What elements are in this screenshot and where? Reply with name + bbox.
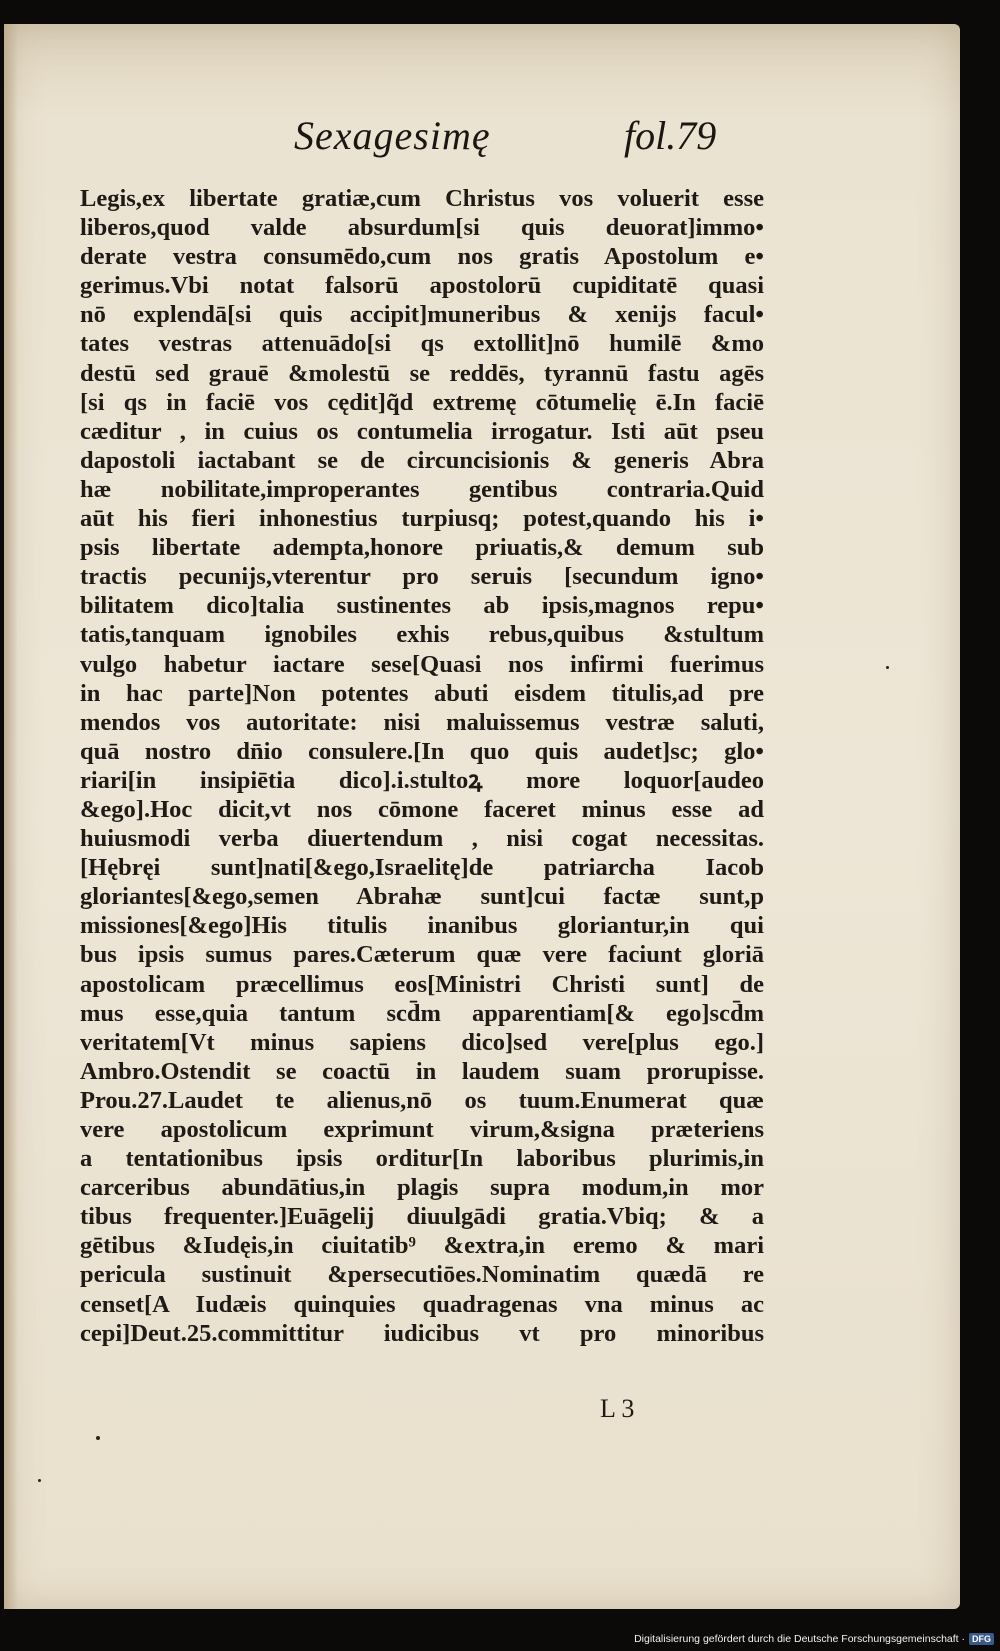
text-line: gētibus &Iudęis,in ciuitatib⁹ &extra,in eremo & mari xyxy=(80,1232,764,1260)
signature-mark: L 3 xyxy=(600,1394,635,1423)
text-line: Prou.27.Laudet te alienus,nō os tuum.Enumerat quæ xyxy=(80,1086,764,1114)
text-line: quā nostro dn̄io consulere.[In quo quis audet]sc; glo• xyxy=(80,737,764,765)
text-line: Ambro.Ostendit se coactū in laudem suam prorupisse. xyxy=(80,1057,764,1085)
text-line: derate vestra consumēdo,cum nos gratis Apostolum e• xyxy=(80,243,764,271)
text-line: [si qs in faciē vos cędit]q̃d extremę cōtumelię ē.In faciē xyxy=(80,388,764,416)
text-line: vulgo habetur iactare sese[Quasi nos infirmi fuerimus xyxy=(80,650,764,678)
text-block xyxy=(80,184,764,1348)
text-line: pericula sustinuit &persecutiōes.Nominatim quædā re xyxy=(80,1261,764,1289)
ink-speck xyxy=(38,1479,41,1482)
text-line: tibus frequenter.]Euāgelij diuulgādi gratia.Vbiq; & a xyxy=(80,1203,764,1231)
text-line: bus ipsis sumus pares.Cæterum quæ vere faciunt gloriā xyxy=(80,941,764,969)
folio-number: fol.79 xyxy=(624,113,717,158)
text-line: hæ nobilitate,improperantes gentibus contraria.Quid xyxy=(80,475,764,503)
text-line: &ego].Hoc dicit,vt nos cōmone faceret minus esse ad xyxy=(80,795,764,823)
text-line: censet[A Iudæis quinquies quadragenas vna minus ac xyxy=(80,1290,764,1318)
text-line: aūt his fieri inhonestius turpiusq; potest,quando his i• xyxy=(80,505,764,533)
text-line: dapostoli iactabant se de circuncisionis & generis Abra xyxy=(80,446,764,474)
dfg-logo: DFG xyxy=(969,1633,994,1645)
text-line: carceribus abundātius,in plagis supra modum,in mor xyxy=(80,1174,764,1202)
page-header xyxy=(4,112,960,172)
text-line: bilitatem dico]talia sustinentes ab ipsis,magnos repu• xyxy=(80,592,764,620)
text-line: tates vestras attenuādo[si qs extollit]nō humilē &mo xyxy=(80,330,764,358)
text-line: cepi]Deut.25.committitur iudicibus vt pro minoribus xyxy=(80,1319,764,1347)
text-line: missiones[&ego]His titulis inanibus gloriantur,in qui xyxy=(80,912,764,940)
text-line: in hac parte]Non potentes abuti eisdem titulis,ad pre xyxy=(80,679,764,707)
text-line: mendos vos autoritate: nisi maluissemus vestræ saluti, xyxy=(80,708,764,736)
text-line: destū sed grauē &molestū se reddēs, tyrannū fastu agēs xyxy=(80,359,764,387)
text-line: psis libertate adempta,honore priuatis,& demum sub xyxy=(80,534,764,562)
text-line: tatis,tanquam ignobiles exhis rebus,quibus &stultum xyxy=(80,621,764,649)
ink-speck xyxy=(96,1436,100,1440)
text-line: apostolicam præcellimus eos[Ministri Christi sunt] de xyxy=(80,970,764,998)
text-line: [Hębręi sunt]nati[&ego,Israelitę]de patriarcha Iacob xyxy=(80,854,764,882)
running-head: Sexagesimę xyxy=(294,113,491,158)
text-line: huiusmodi verba diuertendum , nisi cogat necessitas. xyxy=(80,825,764,853)
text-line: nō explendā[si quis accipit]muneribus & xenijs facul• xyxy=(80,301,764,329)
text-line: liberos,quod valde absurdum[si quis deuorat]immo• xyxy=(80,214,764,242)
text-line: tractis pecunijs,vterentur pro seruis [secundum igno• xyxy=(80,563,764,591)
text-line: vere apostolicum exprimunt virum,&signa præteriens xyxy=(80,1116,764,1143)
text-line: riari[in insipiētia dico].i.stultoꝝ more loquor[audeo xyxy=(80,766,764,794)
text-line: mus esse,quia tantum scd̄m apparentiam[& ego]scd̄m xyxy=(80,999,764,1027)
ink-speck xyxy=(886,666,889,669)
text-line: cæditur , in cuius os contumelia irrogatur. Isti aūt pseu xyxy=(80,417,764,445)
digitization-footer xyxy=(634,1629,994,1649)
text-line: gloriantes[&ego,semen Abrahæ sunt]cui factæ sunt,p xyxy=(80,883,764,911)
text-line: gerimus.Vbi notat falsorū apostolorū cupiditatē quasi xyxy=(80,272,764,300)
book-page xyxy=(4,24,960,1609)
text-line: a tentationibus ipsis orditur[In laboribus plurimis,in xyxy=(80,1145,764,1173)
footer-credit: Digitalisierung gefördert durch die Deutsche Forschungsgemeinschaft · xyxy=(634,1633,965,1645)
text-line: veritatem[Vt minus sapiens dico]sed vere[plus ego.] xyxy=(80,1028,764,1056)
text-line: Legis,ex libertate gratiæ,cum Christus vos voluerit esse xyxy=(80,185,764,212)
